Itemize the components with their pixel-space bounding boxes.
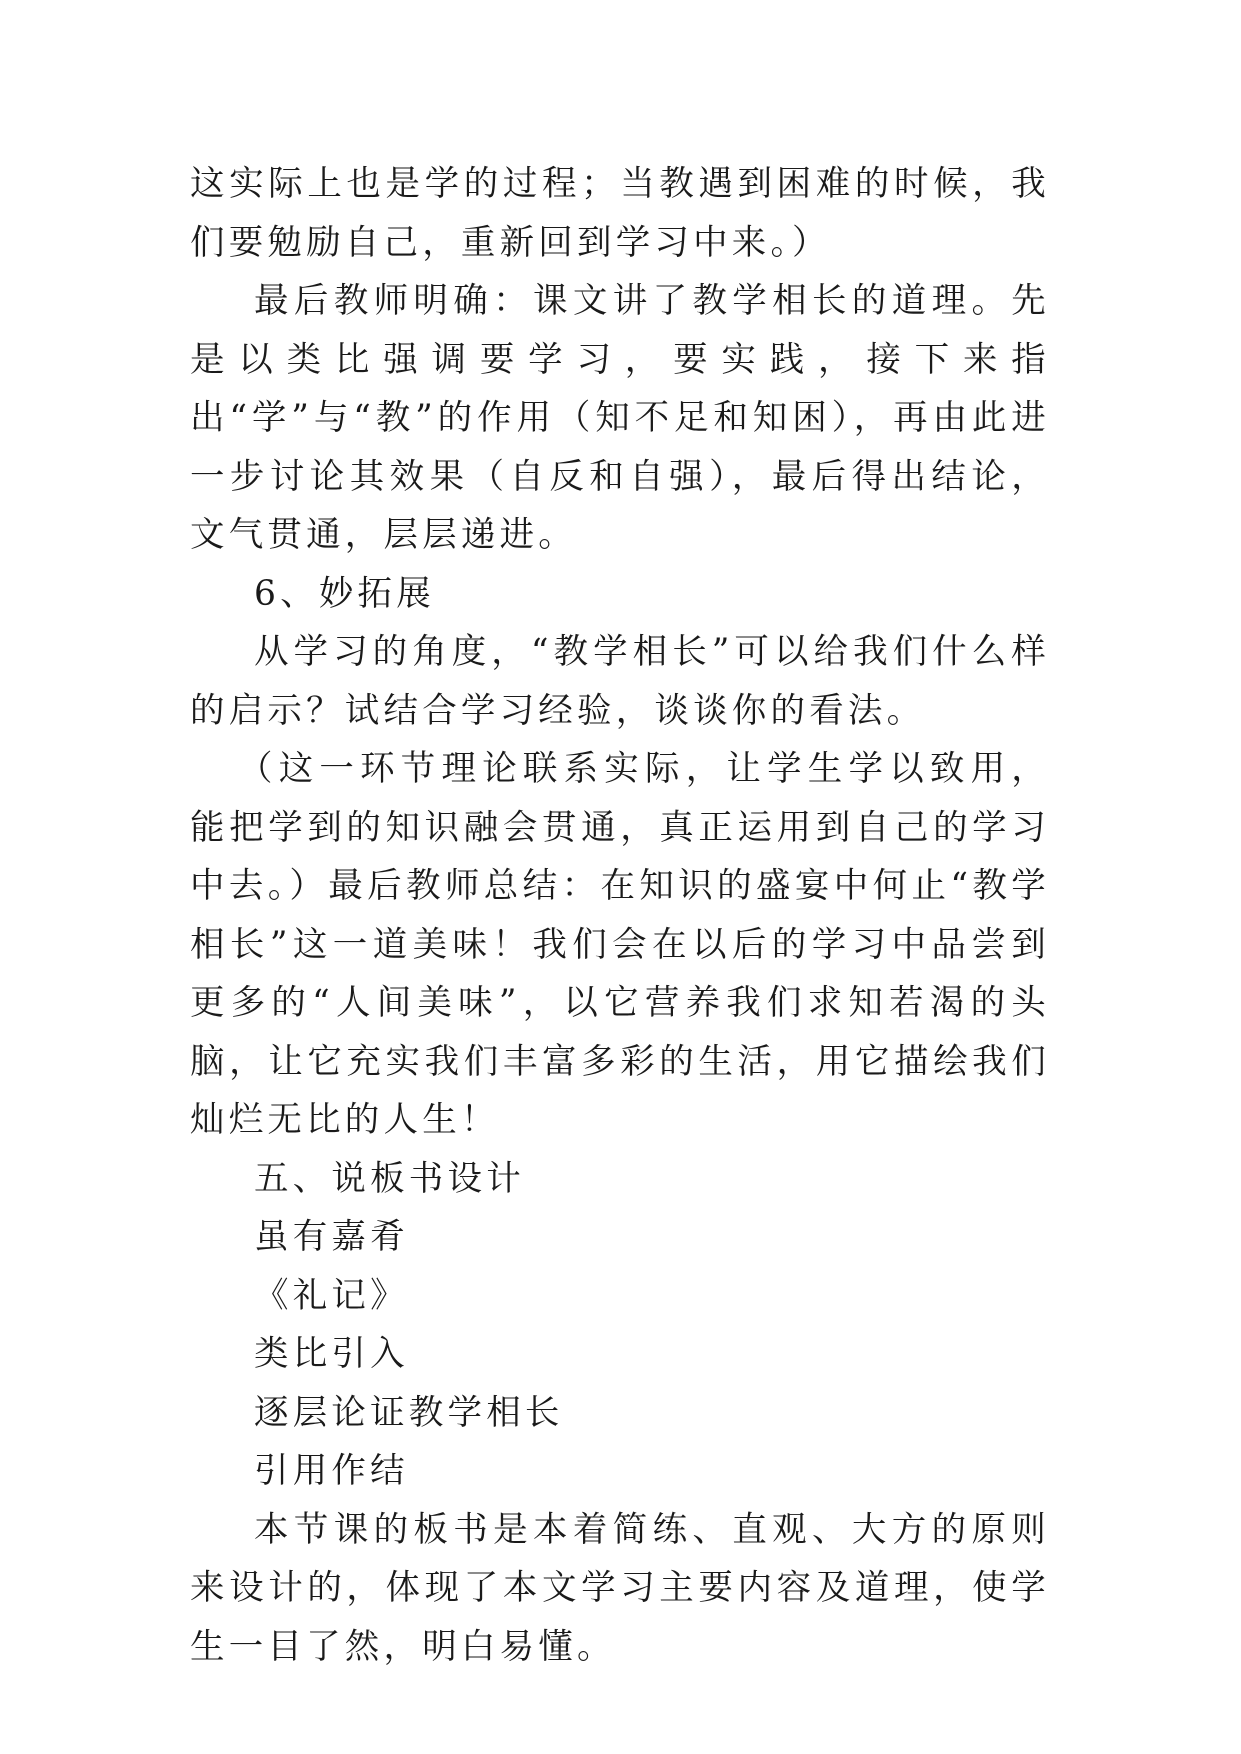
paragraph-teacher-clarification: 最后教师明确：课文讲了教学相长的道理。先是以类比强调要学习，要实践，接下来指出“学”与“教”的作用（知不足和知困），再由此进一步讨论其效果（自反和自强），最后得出结论，文气贯通，层层递进。 bbox=[190, 281, 1050, 555]
paragraph-extension-question: 从学习的角度，“教学相长”可以给我们什么样的启示？试结合学习经验，谈谈你的看法。 bbox=[190, 632, 1050, 731]
board-line-argument: 逐层论证教学相长 bbox=[254, 1392, 564, 1433]
section-heading-board-design: 五、说板书设计 bbox=[254, 1158, 525, 1199]
board-line-conclusion: 引用作结 bbox=[254, 1451, 409, 1491]
section-heading-extension: 6、妙拓展 bbox=[254, 573, 435, 614]
paragraph-teacher-summary: （这一环节理论联系实际，让学生学以致用，能把学到的知识融会贯通，真正运用到自己的学习中去。）最后教师总结：在知识的盛宴中何止“教学相长”这一道美味！我们会在以后的学习中品尝到更多的“人间美味”，以它营养我们求知若渴的头脑，让它充实我们丰富多彩的生活，用它描绘我们灿烂无比的人生！ bbox=[190, 749, 1050, 1140]
document-page bbox=[190, 155, 1050, 1676]
paragraph-board-explanation: 本节课的板书是本着简练、直观、大方的原则来设计的，体现了本文学习主要内容及道理，使学生一目了然，明白易懂。 bbox=[190, 1509, 1050, 1667]
board-line-title: 虽有嘉肴 bbox=[254, 1217, 409, 1257]
board-line-analogy: 类比引入 bbox=[254, 1334, 409, 1374]
paragraph-continuation: 这实际上也是学的过程；当教遇到困难的时候，我们要勉励自己，重新回到学习中来。） bbox=[190, 164, 1050, 263]
board-line-source: 《礼记》 bbox=[254, 1275, 409, 1316]
